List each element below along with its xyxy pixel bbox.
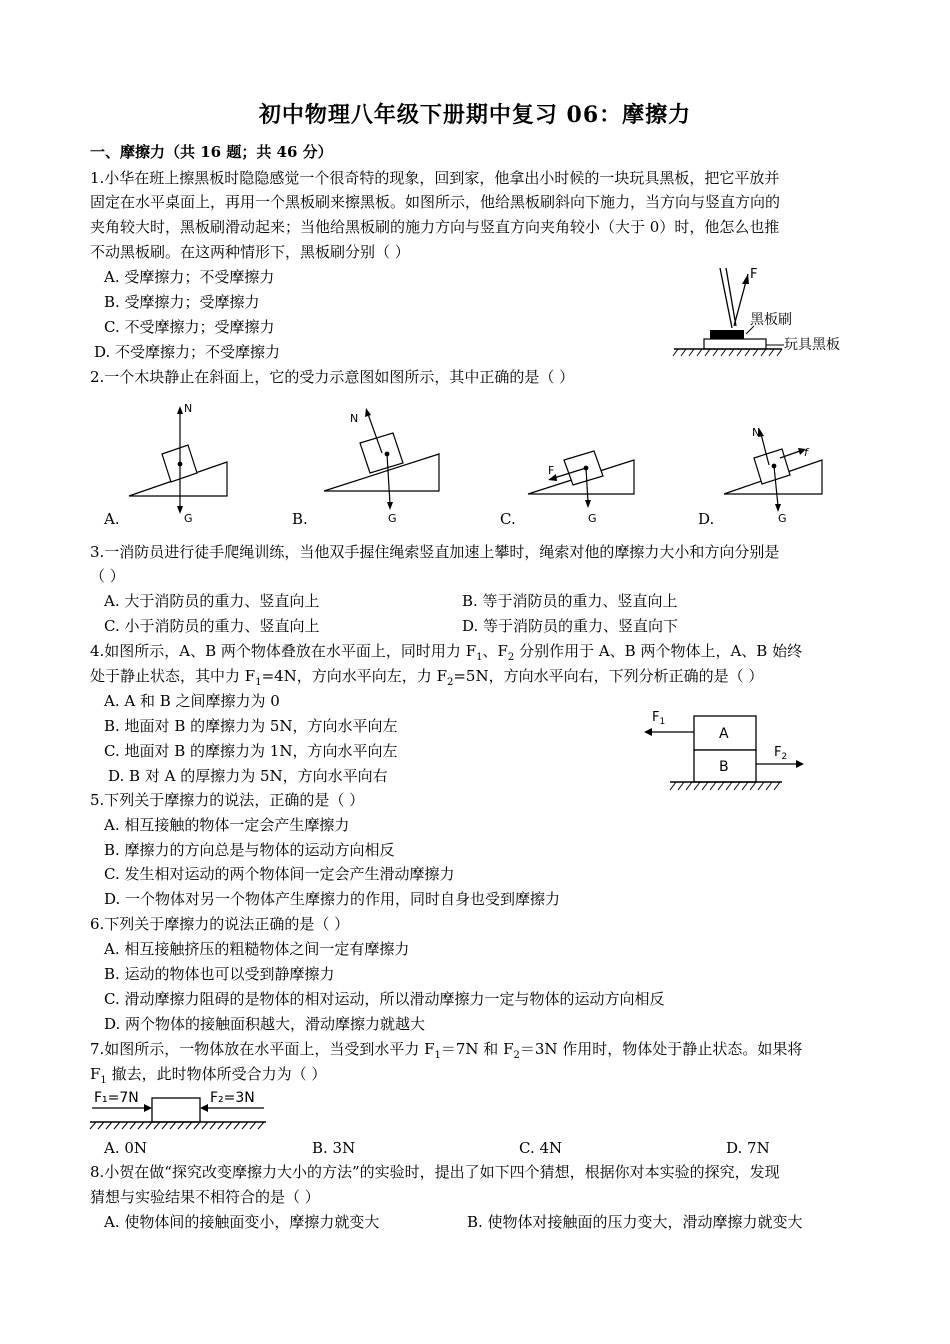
q1-figure — [672, 262, 862, 362]
ground-hatch — [670, 782, 780, 790]
q4-option-d[interactable]: D. B 对 A 的厚擦力为 5N，方向水平向右 — [108, 767, 388, 785]
object-block — [152, 1098, 200, 1122]
arrow-head — [775, 504, 781, 512]
q2-stem: 2.一个木块静止在斜面上，它的受力示意图如图所示，其中正确的是（ ） — [90, 368, 575, 386]
n-label: N — [184, 402, 193, 415]
q2-option-b[interactable]: B. — [292, 510, 308, 528]
q7-figure — [88, 1086, 270, 1136]
f1-label: F₁=7N — [94, 1090, 139, 1106]
q1-option-b[interactable]: B. 受摩擦力；受摩擦力 — [104, 293, 260, 311]
q4-stem-line: 4.如图所示，A、B 两个物体叠放在水平面上，同时用力 $F_1$、$F_2$ 分别作用于 A、B 两个物体上，A、B 始终 — [90, 642, 803, 663]
q8-option-a[interactable]: A. 使物体间的接触面变小，摩擦力就变大 — [104, 1213, 380, 1231]
q1-stem-line: 不动黑板刷。在这两种情形下，黑板刷分别（ ） — [90, 243, 410, 261]
block — [564, 451, 603, 485]
q1-option-a[interactable]: A. 受摩擦力；不受摩擦力 — [104, 268, 275, 286]
arrow-head — [742, 274, 749, 284]
ground-hatch — [673, 349, 782, 356]
n-label: N — [752, 426, 761, 439]
q2-option-c[interactable]: C. — [500, 510, 516, 528]
q4-option-c[interactable]: C. 地面对 B 的摩擦力为 1N，方向水平向左 — [104, 742, 398, 760]
q2-option-a[interactable]: A. — [104, 510, 120, 528]
q3-stem-line: 3.一消防员进行徒手爬绳训练，当他双手握住绳索竖直加速上攀时，绳索对他的摩擦力大小和方向分别是 — [90, 543, 780, 561]
q6-option-a[interactable]: A. 相互接触挤压的粗糙物体之间一定有摩擦力 — [104, 940, 410, 958]
q2-figure-d — [722, 420, 828, 526]
g-label: G — [778, 512, 787, 525]
arrow-head — [585, 500, 591, 508]
q1-option-c[interactable]: C. 不受摩擦力；受摩擦力 — [104, 318, 275, 336]
q3-option-c[interactable]: C. 小于消防员的重力、竖直向上 — [104, 617, 320, 635]
label-b: B — [719, 759, 729, 775]
toy-board — [704, 339, 766, 349]
board-label: 玩具黑板 — [784, 337, 840, 353]
arrow-head — [144, 1104, 152, 1112]
q6-option-d[interactable]: D. 两个物体的接触面积越大，滑动摩擦力就越大 — [104, 1015, 426, 1033]
label-a: A — [719, 726, 729, 742]
q4-option-a[interactable]: A. A 和 B 之间摩擦力为 0 — [104, 692, 280, 710]
f-label: F — [548, 464, 555, 477]
q7-option-d[interactable]: D. 7N — [726, 1139, 770, 1157]
force-label: F — [750, 267, 758, 282]
q4-stem-line: 处于静止状态，其中力 $F_1=4N$，方向水平向左，力 $F_2=5N$，方向水平向右，下列分析正确的是（ ） — [90, 667, 764, 688]
q8-option-b[interactable]: B. 使物体对接触面的压力变大，滑动摩擦力就变大 — [467, 1213, 803, 1231]
page-title: 初中物理八年级下册期中复习 06：摩擦力 — [258, 102, 692, 128]
q1-stem-line: 夹角较大时，黑板刷滑动起来；当他给黑板刷的施力方向与竖直方向夹角较小（大于 0）时，他怎么也推 — [90, 218, 780, 236]
friction-label: f — [804, 446, 808, 459]
q5-option-b[interactable]: B. 摩擦力的方向总是与物体的运动方向相反 — [104, 841, 395, 859]
brush-label: 黑板刷 — [750, 312, 792, 328]
q5-option-a[interactable]: A. 相互接触的物体一定会产生摩擦力 — [104, 816, 350, 834]
f2-label: F₂=3N — [210, 1090, 255, 1106]
q5-stem: 5.下列关于摩擦力的说法，正确的是（ ） — [90, 791, 365, 809]
q3-option-a[interactable]: A. 大于消防员的重力、竖直向上 — [104, 592, 320, 610]
f2-label: $F_2$ — [774, 745, 788, 762]
arrow-head — [200, 1104, 208, 1112]
q6-option-c[interactable]: C. 滑动摩擦力阻碍的是物体的相对运动，所以滑动摩擦力一定与物体的运动方向相反 — [104, 990, 665, 1008]
brush-block — [710, 330, 744, 339]
q8-stem-line: 猜想与实验结果不相符合的是（ ） — [90, 1188, 320, 1206]
q8-stem-line: 8.小贺在做“探究改变摩擦力大小的方法”的实验时，提出了如下四个猜想，根据你对本实验的探究，发现 — [90, 1163, 780, 1181]
q6-stem: 6.下列关于摩擦力的说法正确的是（ ） — [90, 915, 350, 933]
ground-hatch — [90, 1122, 264, 1129]
f1-label: $F_1$ — [652, 710, 666, 727]
arrow-head — [644, 728, 652, 736]
q2-figure-a — [126, 398, 236, 526]
q3-option-b[interactable]: B. 等于消防员的重力、竖直向上 — [462, 592, 678, 610]
g-label: G — [388, 512, 397, 525]
q5-option-d[interactable]: D. 一个物体对另一个物体产生摩擦力的作用，同时自身也受到摩擦力 — [104, 890, 561, 908]
q4-figure — [640, 704, 820, 800]
q7-option-b[interactable]: B. 3N — [312, 1139, 356, 1157]
q2-figure-b — [322, 398, 444, 526]
q3-stem-line: （ ） — [90, 567, 125, 585]
arrow-head — [796, 760, 804, 768]
q1-stem-line: 固定在水平桌面上，再用一个黑板刷来擦黑板。如图所示，他给黑板刷斜向下施力，当方向与竖直方向的 — [90, 193, 781, 211]
arrow-head — [365, 408, 371, 417]
arrow-head — [177, 506, 183, 514]
q1-option-d[interactable]: D. 不受摩擦力；不受摩擦力 — [94, 343, 281, 361]
q3-option-d[interactable]: D. 等于消防员的重力、竖直向下 — [462, 617, 679, 635]
arrow-head — [387, 502, 393, 510]
q6-option-b[interactable]: B. 运动的物体也可以受到静摩擦力 — [104, 965, 335, 983]
hand-line — [720, 268, 732, 328]
q7-stem-line: $F_1$ 撤去，此时物体所受合力为（ ） — [90, 1065, 327, 1086]
arrow-head — [177, 406, 183, 414]
q7-stem-line: 7.如图所示，一物体放在水平面上，当受到水平力 $F_1=7N$ 和 $F_2=3N$ 作用时，物体处于静止状态。如果将 — [90, 1040, 803, 1061]
q5-option-c[interactable]: C. 发生相对运动的两个物体间一定会产生滑动摩擦力 — [104, 865, 455, 883]
q7-option-a[interactable]: A. 0N — [104, 1139, 148, 1157]
q7-option-c[interactable]: C. 4N — [519, 1139, 563, 1157]
section-heading: 一、摩擦力（共 16 题；共 46 分） — [90, 143, 333, 161]
q1-stem-line: 1.小华在班上擦黑板时隐隐感觉一个很奇特的现象，回到家，他拿出小时候的一块玩具黑板，把它平放并 — [90, 169, 780, 187]
hand-line — [726, 268, 736, 326]
q4-option-b[interactable]: B. 地面对 B 的摩擦力为 5N，方向水平向左 — [104, 717, 398, 735]
n-label: N — [350, 412, 359, 425]
g-label: G — [184, 512, 193, 525]
g-label: G — [588, 512, 597, 525]
q2-option-d[interactable]: D. — [698, 510, 715, 528]
q2-figure-c — [526, 398, 638, 526]
